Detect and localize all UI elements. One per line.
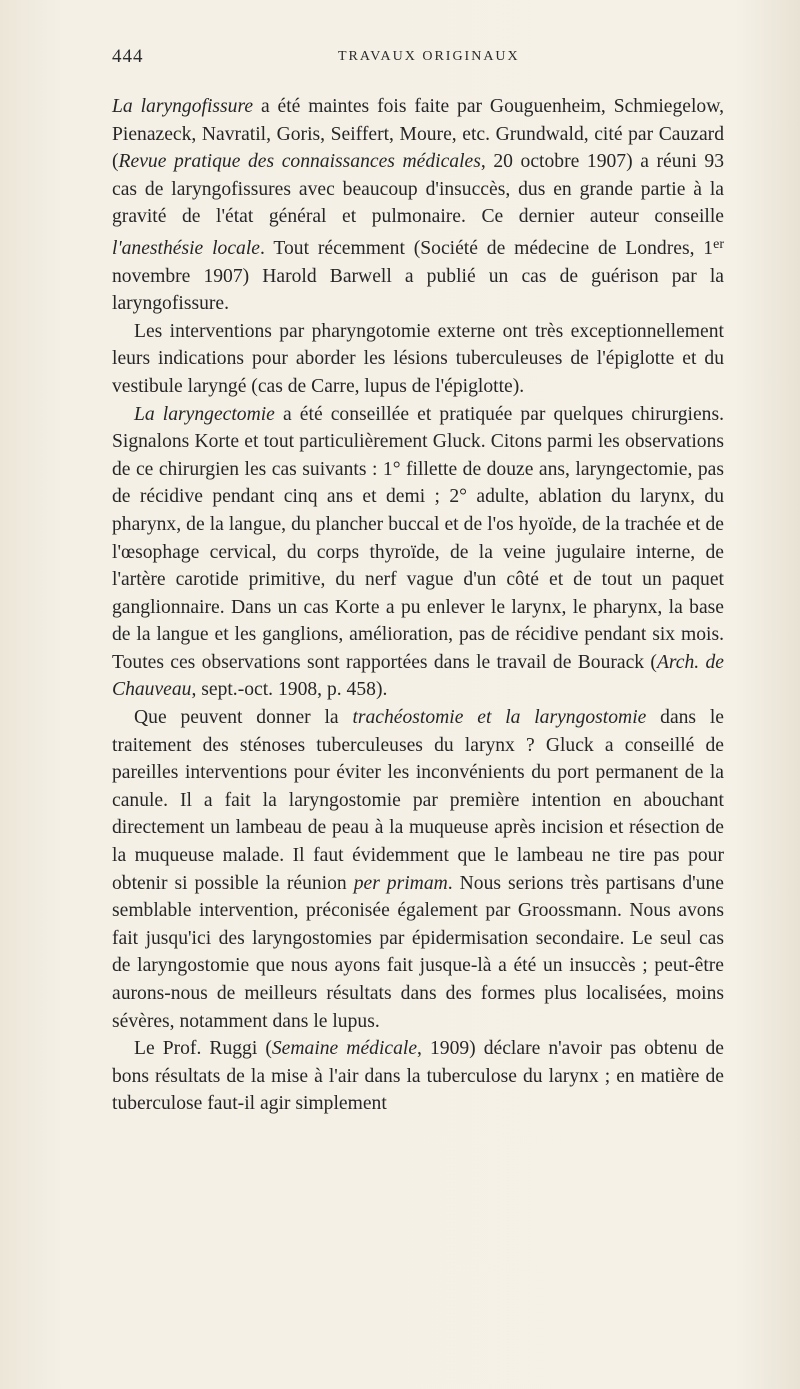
paragraph-laryngofissure: La laryngofissure a été maintes fois faite par Gouguenheim, Schmiegelow, Pienazeck, Navratil, Goris, Seiffert, Moure, etc. Grundwald, cité par Cauzard (Revue pratique des connaissances médicales, 20 octobre 1907) a réuni 93 cas de laryngofissures avec beaucoup d'insuccès, dus en grande partie à la gravité de l'état général et pulmonaire. Ce dernier auteur conseille l'anesthésie locale. Tout récemment (Société de médecine de Londres, 1er novembre 1907) Harold Barwell a publié un cas de guérison par la laryngofissure. — [112, 96, 724, 315]
journal-arch-chauveau: Arch. de Chauveau — [112, 651, 725, 701]
page-number: 444 — [112, 46, 144, 67]
paragraph-pharyngotomie: Les interventions par pharyngotomie externe ont très exceptionnellement leurs indications pour aborder les lésions tuberculeuses de l'épiglotte et du vestibule laryngé (cas de Carre, lupus de l'épiglotte). — [112, 320, 724, 397]
paragraph-laryngectomie: La laryngectomie a été conseillée et pratiquée par quelques chirurgiens. Signalons Korte et tout particulièrement Gluck. Citons parmi les observations de ce chirurgien les cas suivants : 1° fillette de douze ans, laryngectomie, pas de récidive pendant cinq ans et demi ; 2° adulte, ablation du larynx, du pharynx, de la langue, du plancher buccal et de l'os hyoïde, de la trachée et de l'œsophage cervical, du corps thyroïde, de la veine jugulaire interne, de l'artère carotide primitive, du nerf vague d'un côté et de tout un paquet ganglionnaire. Dans un cas Korte a pu enlever le larynx, le pharynx, la base de la langue et les ganglions, amélioration, pas de récidive pendant six mois. Toutes ces observations sont rapportées dans le travail de Bourack (Arch. de Chauveau, sept.-oct. 1908, p. 458). — [112, 403, 725, 701]
paragraph-laryngostomie: Que peuvent donner la trachéostomie et la laryngostomie dans le traitement des sténoses tuberculeuses du larynx ? Gluck a conseillé de pareilles interventions pour éviter les inconvénients du port permanent de la canule. Il a fait la laryngostomie par première intention en abouchant directement un lambeau de peau à la muqueuse après incision et résection de la muqueuse malade. Il faut évidemment que le lambeau ne tire pas pour obtenir si possible la réunion per primam. Nous serions très partisans d'une semblable intervention, préconisée également par Groossmann. Nous avons fait jusqu'ici des laryngostomies par épidermisation secondaire. Le seul cas de laryngostomie que nous ayons fait jusque-là a été un insuccès ; peut-être aurons-nous de meilleurs résultats dans des formes plus localisées, moins sévères, notamment dans le lupus. — [112, 707, 725, 1032]
journal-revue-pratique: Revue pratique des connaissances médicales — [118, 151, 481, 173]
journal-semaine-medicale: Semaine médicale — [271, 1038, 418, 1060]
page-header — [112, 46, 712, 70]
term-per-primam: per primam — [353, 872, 448, 894]
term-anesthesie-locale: l'anesthésie locale — [112, 237, 260, 259]
term-tracheostomie: trachéostomie et la laryngostomie — [352, 707, 647, 729]
paragraph-ruggi: Le Prof. Ruggi (Semaine médicale, 1909) déclare n'avoir pas obtenu de bons résultats de la mise à l'air dans la tuberculose du larynx ; en matière de tuberculose faut-il agir simplement — [112, 1038, 724, 1115]
term-laryngofissure: La laryngofissure — [112, 96, 254, 117]
term-laryngectomie: La laryngectomie — [134, 403, 275, 425]
body-text — [112, 93, 724, 1118]
running-title: TRAVAUX ORIGINAUX — [338, 49, 520, 64]
